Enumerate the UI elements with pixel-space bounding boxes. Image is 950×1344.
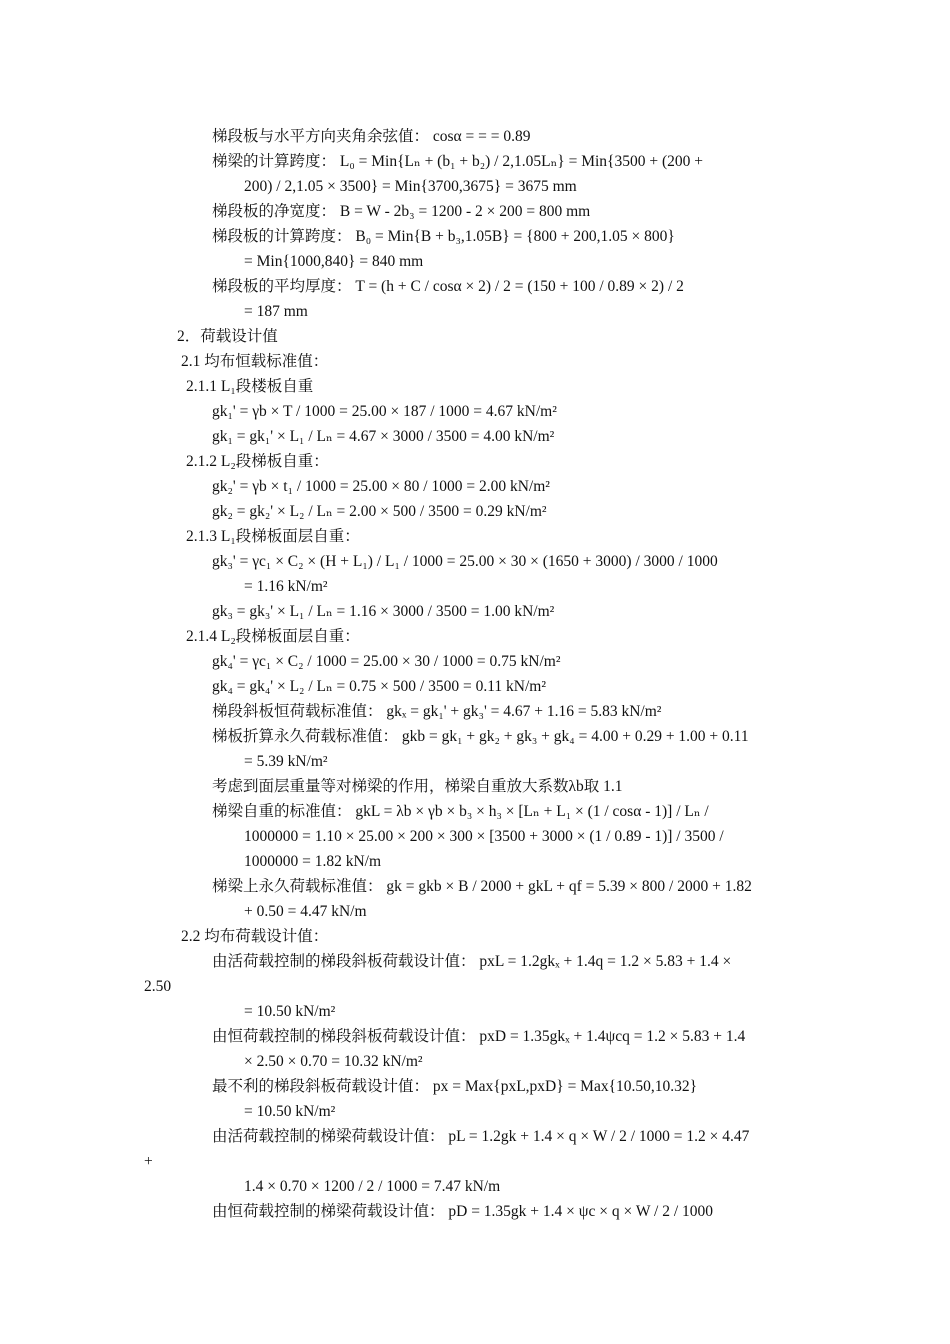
text-line: 1.4 × 0.70 × 1200 / 2 / 1000 = 7.47 kN/m <box>244 1178 501 1195</box>
text-line: 由活荷载控制的梯梁荷载设计值： pL = 1.2gk + 1.4 × q × W / 2 / 1000 = 1.2 × 4.47 <box>212 1128 750 1145</box>
text-line: = 187 mm <box>244 303 308 320</box>
text-line: 梯段斜板恒荷载标准值： gkₓ = gk₁' + gk₃' = 4.67 + 1.16 = 5.83 kN/m² <box>212 703 662 720</box>
text-line: = 10.50 kN/m² <box>244 1103 336 1120</box>
text-line: gk₁' = γb × T / 1000 = 25.00 × 187 / 1000 = 4.67 kN/m² <box>212 403 557 420</box>
subsection-heading: 2.1.2 L₂段梯板自重： <box>186 453 329 470</box>
text-line: 梯梁上永久荷载标准值： gk = gkb × B / 2000 + gkL + qf = 5.39 × 800 / 2000 + 1.82 <box>212 878 752 895</box>
text-line: 梯段板与水平方向夹角余弦值： cosα = = = 0.89 <box>212 128 531 145</box>
text-line: 1000000 = 1.10 × 25.00 × 200 × 300 × [3500 + 3000 × (1 / 0.89 - 1)] / 3500 / <box>244 828 724 845</box>
text-line: gk₂' = γb × t₁ / 1000 = 25.00 × 80 / 1000 = 2.00 kN/m² <box>212 478 550 495</box>
text-line: gk₂ = gk₂' × L₂ / Lₙ = 2.00 × 500 / 3500 = 0.29 kN/m² <box>212 503 547 520</box>
text-line: gk₃ = gk₃' × L₁ / Lₙ = 1.16 × 3000 / 3500 = 1.00 kN/m² <box>212 603 555 620</box>
text-line: = 1.16 kN/m² <box>244 578 328 595</box>
subsection-heading: 2.2 均布荷载设计值： <box>181 928 329 945</box>
subsection-heading: 2.1.4 L₂段梯板面层自重： <box>186 628 360 645</box>
text-line: + 0.50 = 4.47 kN/m <box>244 903 367 920</box>
text-line: 梯段板的净宽度： B = W - 2b₃ = 1200 - 2 × 200 = 800 mm <box>212 203 591 220</box>
section-heading: 2．荷载设计值 <box>177 328 278 345</box>
text-line: = Min{1000,840} = 840 mm <box>244 253 424 270</box>
text-line: 考虑到面层重量等对梯梁的作用，梯梁自重放大系数λb取 1.1 <box>212 778 623 795</box>
text-line: 梯段板的平均厚度： T = (h + C / cosα × 2) / 2 = (150 + 100 / 0.89 × 2) / 2 <box>212 278 684 295</box>
text-line: 最不利的梯段斜板荷载设计值： px = Max{pxL,pxD} = Max{10.50,10.32} <box>212 1078 698 1095</box>
text-line: 由活荷载控制的梯段斜板荷载设计值： pxL = 1.2gkₓ + 1.4q = 1.2 × 5.83 + 1.4 × <box>212 953 732 970</box>
subsection-heading: 2.1.1 L₁段楼板自重 <box>186 378 314 395</box>
text-line: 1000000 = 1.82 kN/m <box>244 853 382 870</box>
text-line: × 2.50 × 0.70 = 10.32 kN/m² <box>244 1053 423 1070</box>
text-line: gk₃' = γc₁ × C₂ × (H + L₁) / L₁ / 1000 = 25.00 × 30 × (1650 + 3000) / 3000 / 1000 <box>212 553 718 570</box>
subsection-heading: 2.1 均布恒载标准值： <box>181 353 329 370</box>
text-line: 梯梁自重的标准值： gkL = λb × γb × b₃ × h₃ × [Lₙ + L₁ × (1 / cosα - 1)] / Lₙ / <box>212 803 709 820</box>
text-line: = 5.39 kN/m² <box>244 753 328 770</box>
text-line: 梯板折算永久荷载标准值： gkb = gk₁ + gk₂ + gk₃ + gk₄ = 4.00 + 0.29 + 1.00 + 0.11 <box>212 728 749 745</box>
text-line: = 10.50 kN/m² <box>244 1003 336 1020</box>
text-line: gk₁ = gk₁' × L₁ / Lₙ = 4.67 × 3000 / 3500 = 4.00 kN/m² <box>212 428 555 445</box>
text-line: gk₄ = gk₄' × L₂ / Lₙ = 0.75 × 500 / 3500 = 0.11 kN/m² <box>212 678 546 695</box>
text-line: 200) / 2,1.05 × 3500} = Min{3700,3675} = 3675 mm <box>244 178 577 195</box>
text-line: gk₄' = γc₁ × C₂ / 1000 = 25.00 × 30 / 1000 = 0.75 kN/m² <box>212 653 561 670</box>
text-line: 2.50 <box>144 978 172 995</box>
text-line: + <box>144 1153 153 1170</box>
text-line: 梯段板的计算跨度： B₀ = Min{B + b₃,1.05B} = {800 + 200,1.05 × 800} <box>212 228 675 245</box>
subsection-heading: 2.1.3 L₁段梯板面层自重： <box>186 528 360 545</box>
text-line: 梯梁的计算跨度： L₀ = Min{Lₙ + (b₁ + b₂) / 2,1.05Lₙ} = Min{3500 + (200 + <box>212 153 704 170</box>
text-line: 由恒荷载控制的梯段斜板荷载设计值： pxD = 1.35gkₓ + 1.4ψcq = 1.2 × 5.83 + 1.4 <box>212 1028 746 1045</box>
text-line: 由恒荷载控制的梯梁荷载设计值： pD = 1.35gk + 1.4 × ψc × q × W / 2 / 1000 <box>212 1203 714 1220</box>
